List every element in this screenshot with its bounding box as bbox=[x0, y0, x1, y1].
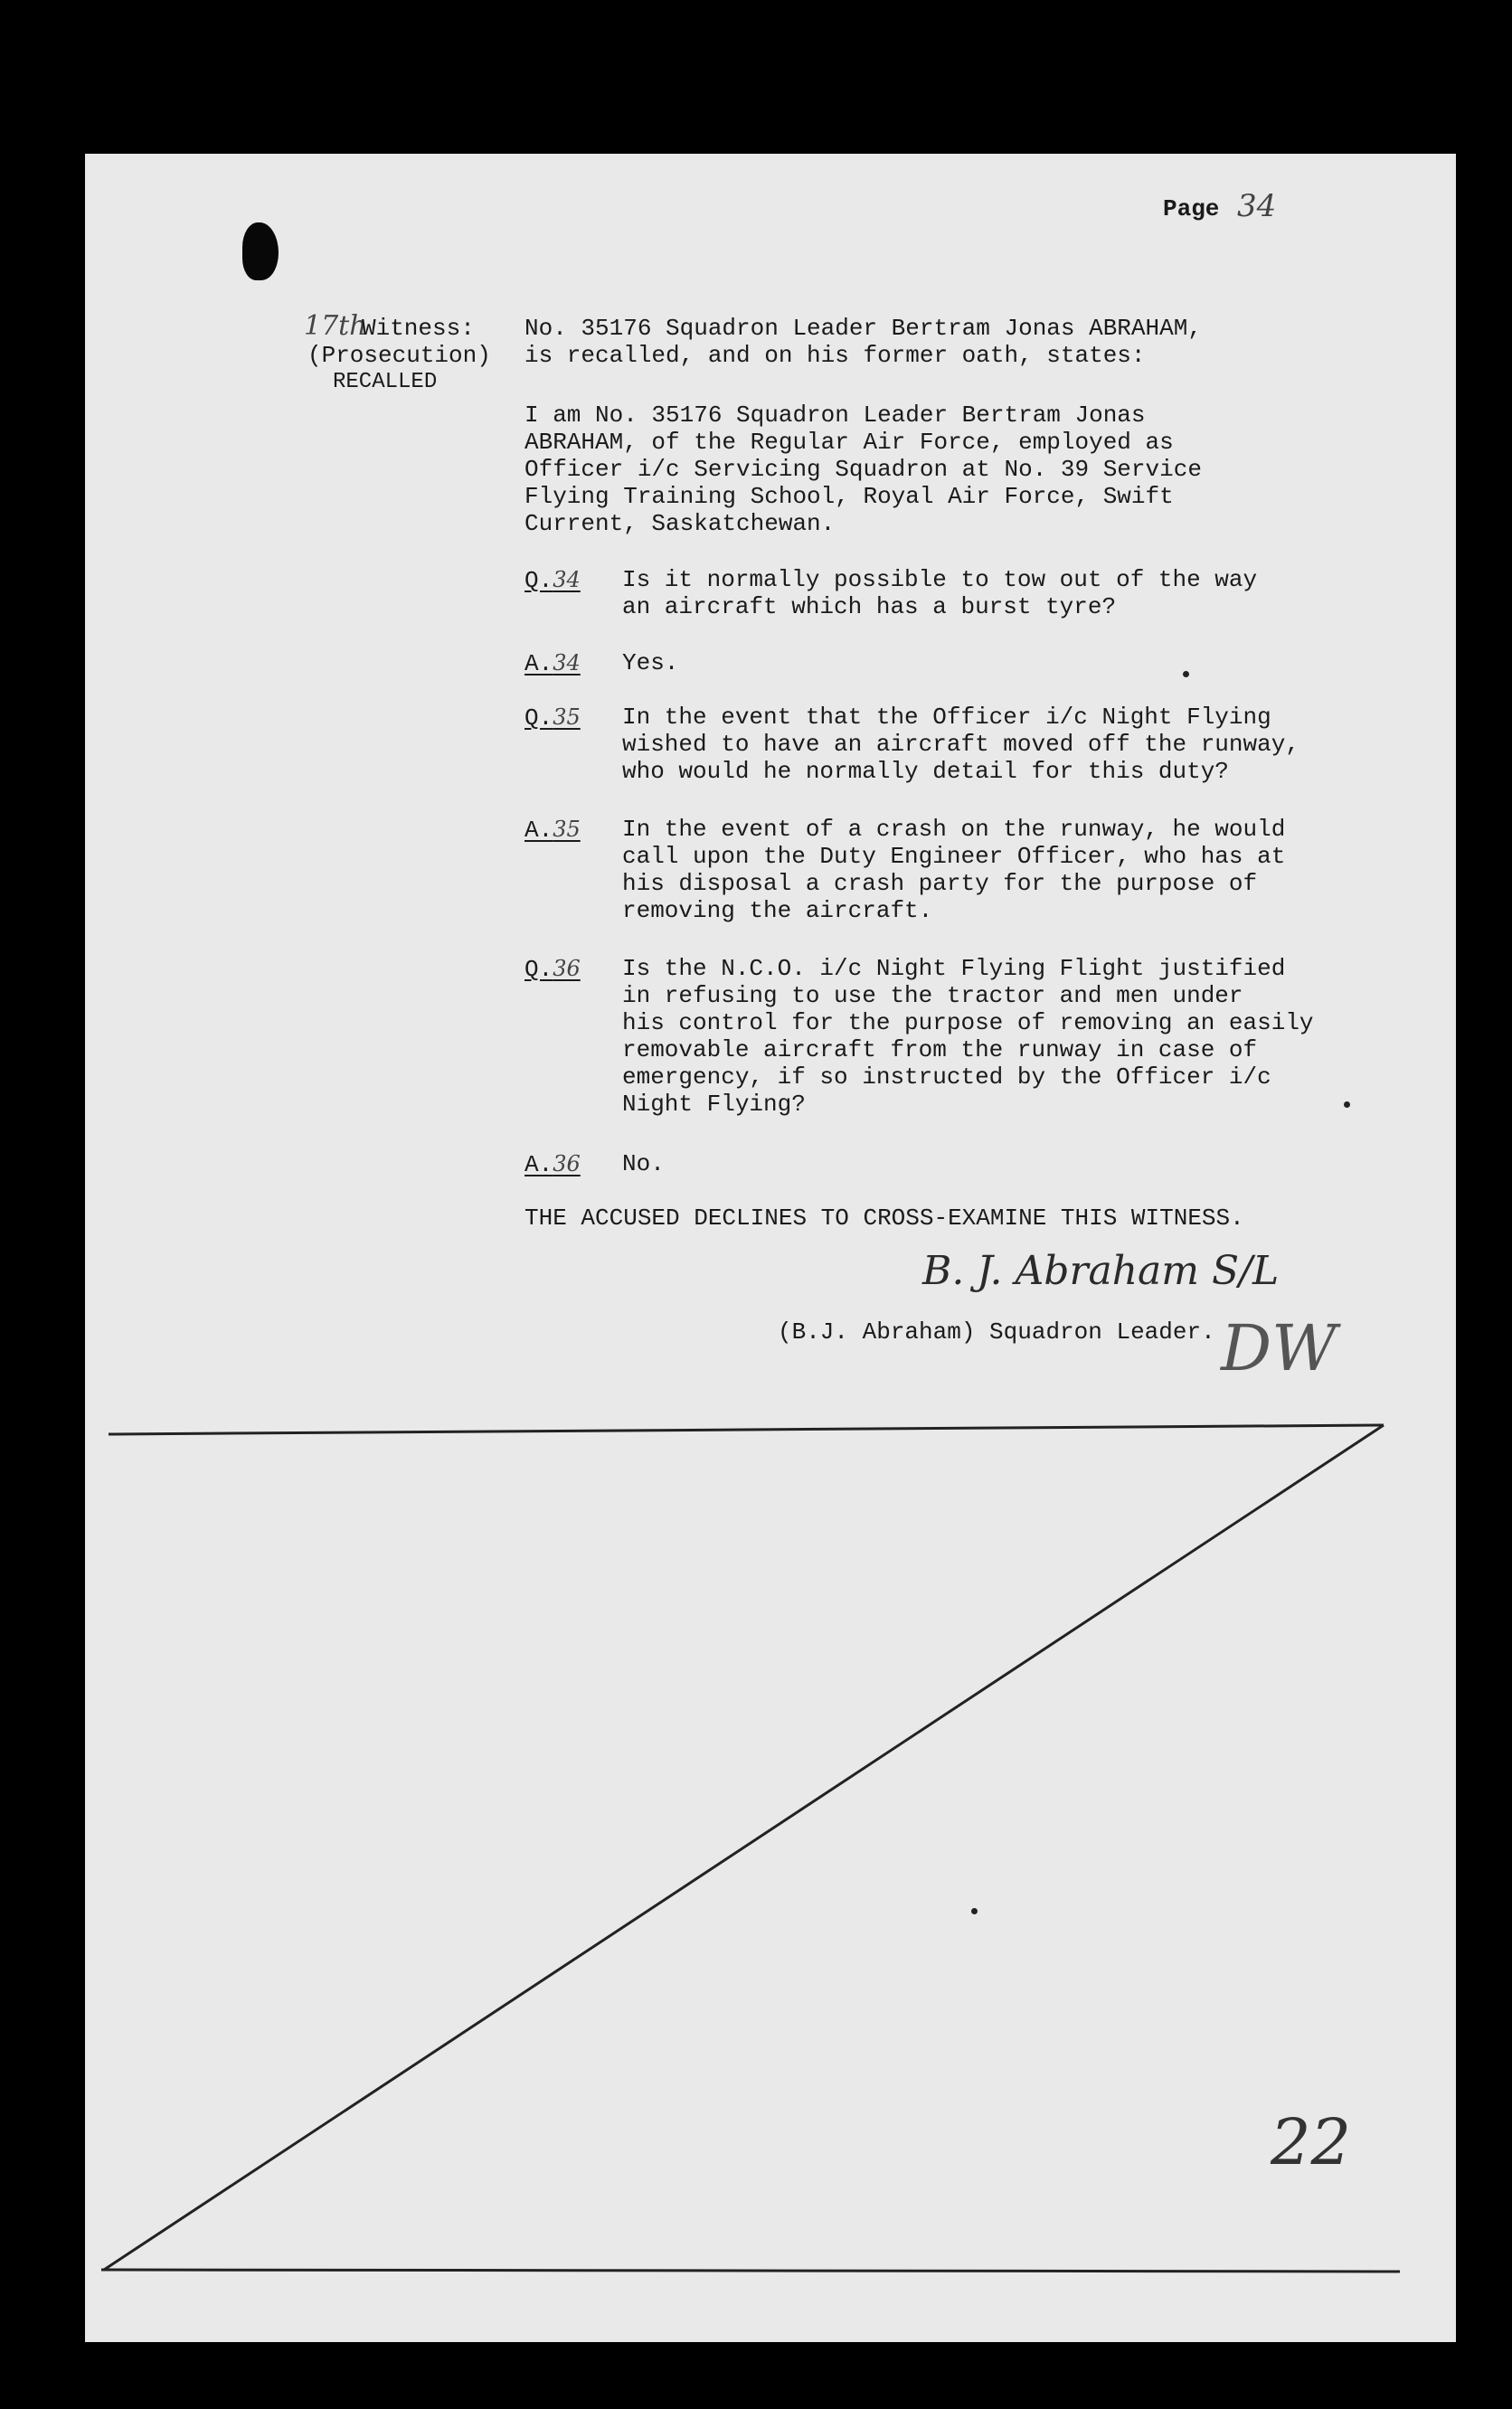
qa-text-line: removing the aircraft. bbox=[622, 897, 933, 924]
declines-statement: THE ACCUSED DECLINES TO CROSS-EXAMINE THIS WITNESS. bbox=[524, 1204, 1244, 1232]
qa-label: Q.35 bbox=[524, 704, 581, 732]
qa-text-line: in refusing to use the tractor and men under bbox=[622, 982, 1243, 1009]
witness-status: RECALLED bbox=[333, 370, 438, 394]
qa-text-line: Is it normally possible to tow out of the way bbox=[622, 566, 1258, 593]
qa-text-line: emergency, if so instructed by the Officer i/c bbox=[622, 1063, 1271, 1091]
diagonal-cancel-line bbox=[104, 1425, 1384, 2270]
intro-line-2: is recalled, and on his former oath, states: bbox=[524, 342, 1146, 369]
corner-number: 22 bbox=[1271, 2105, 1352, 2179]
qa-label: A.34 bbox=[524, 650, 581, 677]
witness-label: Witness: bbox=[362, 315, 475, 342]
qa-text-line: In the event that the Officer i/c Night Flying bbox=[622, 704, 1271, 731]
statement-line-1: I am No. 35176 Squadron Leader Bertram Jonas bbox=[524, 402, 1146, 429]
intro-line-1: No. 35176 Squadron Leader Bertram Jonas ABRAHAM, bbox=[524, 315, 1202, 342]
page-label: Page bbox=[1163, 195, 1220, 222]
qa-label: A.35 bbox=[524, 817, 581, 844]
witness-role: (Prosecution) bbox=[307, 342, 491, 369]
handwritten-signature: B. J. Abraham S/L bbox=[922, 1248, 1280, 1294]
typed-signature: (B.J. Abraham) Squadron Leader. bbox=[778, 1318, 1215, 1346]
page-number: 34 bbox=[1237, 188, 1277, 224]
statement-line-4: Flying Training School, Royal Air Force, Swift bbox=[524, 483, 1174, 510]
qa-text-line: call upon the Duty Engineer Officer, who has at bbox=[622, 843, 1286, 870]
qa-text-line: who would he normally detail for this duty? bbox=[622, 758, 1229, 785]
horizontal-rule-top bbox=[109, 1425, 1384, 1434]
qa-text-line: his control for the purpose of removing an easily bbox=[622, 1009, 1314, 1036]
qa-text-line: his disposal a crash party for the purpose of bbox=[622, 870, 1258, 897]
qa-text-line: an aircraft which has a burst tyre? bbox=[622, 593, 1117, 620]
qa-text-line: removable aircraft from the runway in case of bbox=[622, 1036, 1258, 1063]
qa-label: Q.34 bbox=[524, 567, 581, 594]
qa-text-line: Is the N.C.O. i/c Night Flying Flight justified bbox=[622, 955, 1286, 982]
witness-number: 17th bbox=[304, 310, 367, 342]
qa-label: Q.36 bbox=[524, 956, 581, 983]
qa-text-line: wished to have an aircraft moved off the runway, bbox=[622, 731, 1299, 758]
statement-line-3: Officer i/c Servicing Squadron at No. 39 Service bbox=[524, 456, 1202, 483]
qa-text-line: No. bbox=[622, 1150, 665, 1177]
qa-text-line: Yes. bbox=[622, 649, 679, 676]
handwritten-initials: DW bbox=[1221, 1311, 1337, 1385]
horizontal-rule-bottom bbox=[101, 2270, 1400, 2272]
statement-line-2: ABRAHAM, of the Regular Air Force, employed as bbox=[524, 429, 1174, 456]
qa-label: A.36 bbox=[524, 1151, 581, 1178]
paper-speck bbox=[1344, 1101, 1350, 1108]
paper-speck bbox=[1183, 671, 1189, 677]
qa-text-line: Night Flying? bbox=[622, 1091, 806, 1118]
qa-text-line: In the event of a crash on the runway, he would bbox=[622, 816, 1286, 843]
statement-line-5: Current, Saskatchewan. bbox=[524, 510, 836, 537]
paper-speck bbox=[971, 1908, 978, 1914]
